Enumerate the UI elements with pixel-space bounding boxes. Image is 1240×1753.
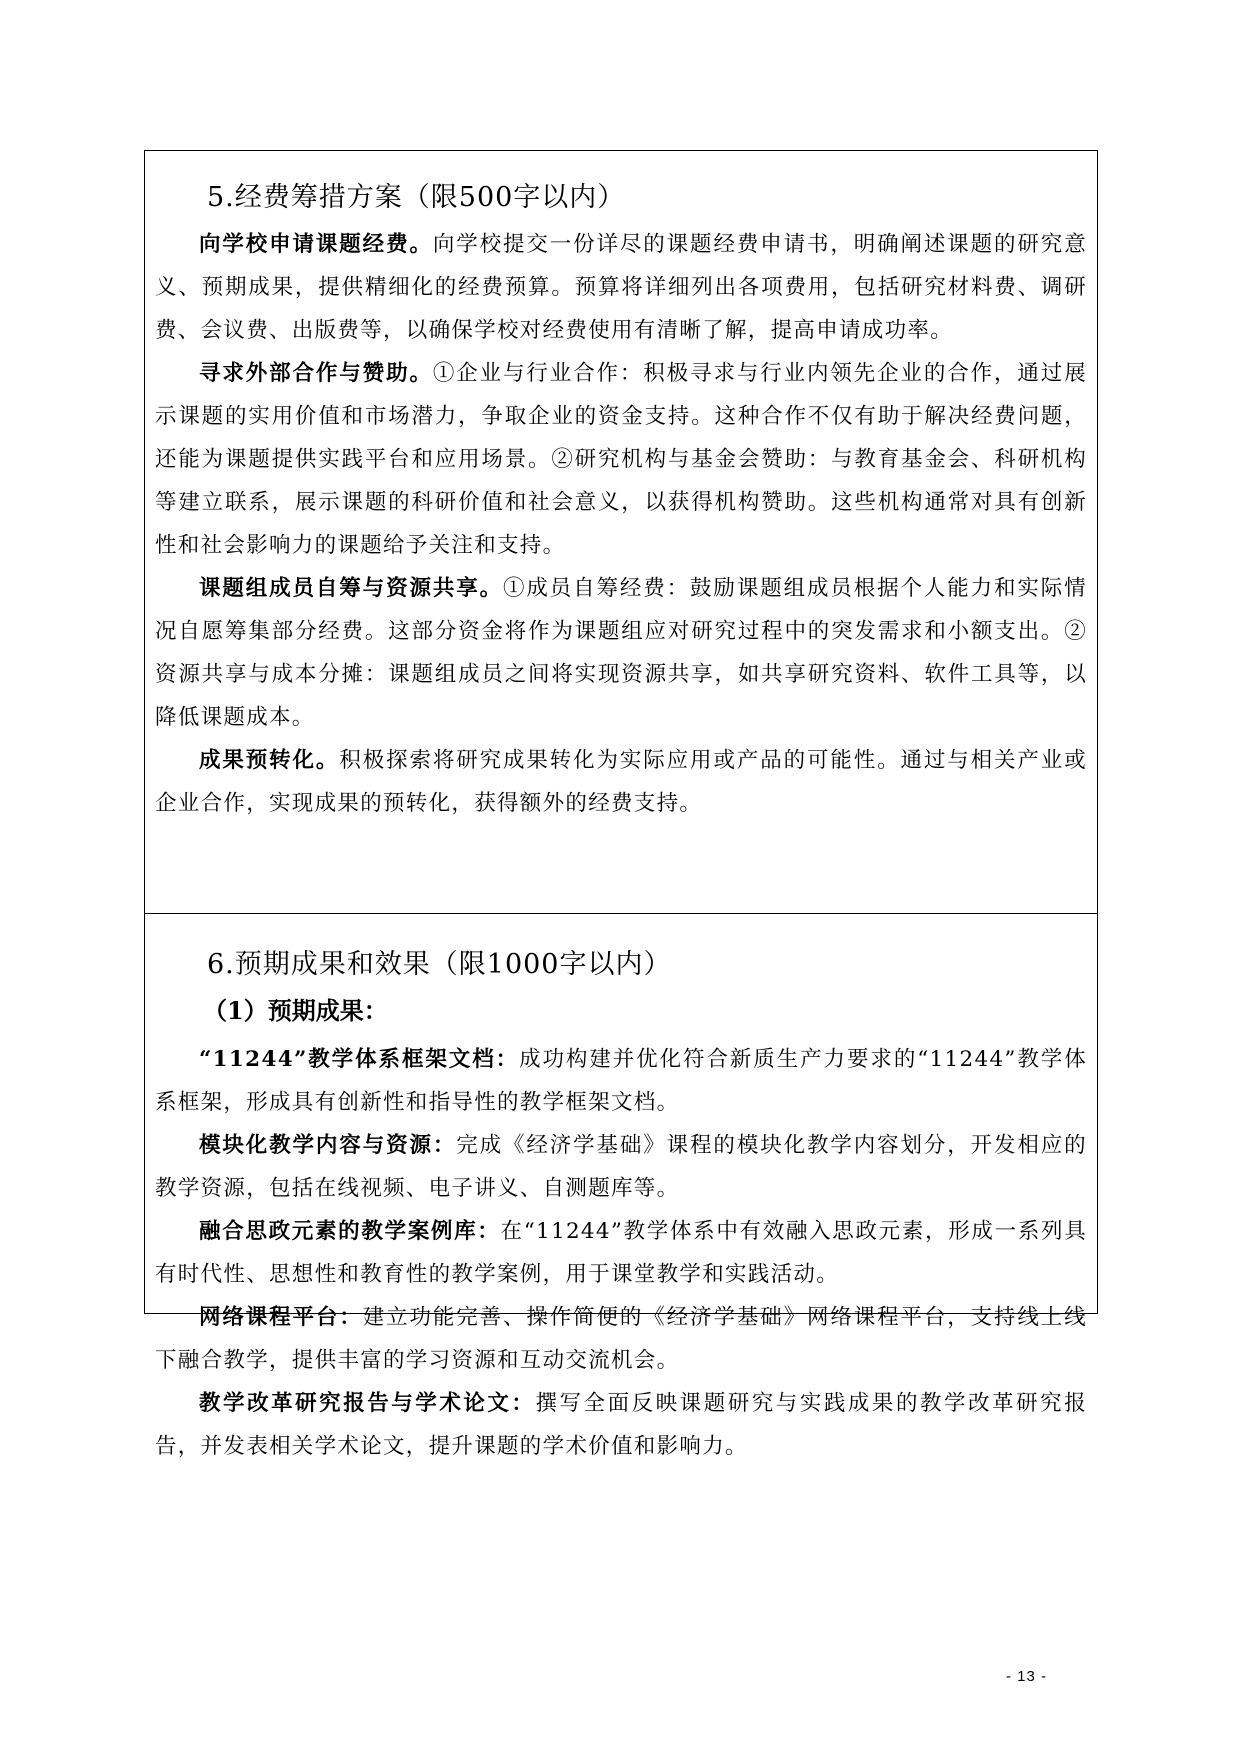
paragraph-lead: 融合思政元素的教学案例库：	[199, 1219, 501, 1244]
paragraph-body: 成功构建并优化符合新质生产力要求的“11244”教学体系框架，形成具有创新性和指导性的教学框架文档。	[155, 1047, 1087, 1115]
paragraph-lead: 课题组成员自筹与资源共享。	[199, 576, 503, 601]
paragraph-lead: 网络课程平台：	[199, 1305, 363, 1330]
paragraph-case-library	[155, 1210, 1087, 1296]
expected-outcomes-section	[145, 914, 1097, 1459]
paragraph-lead: 寻求外部合作与赞助。	[199, 361, 433, 386]
paragraph-research-report	[155, 1382, 1087, 1468]
funding-plan-title: 5.经费筹措方案（限500字以内）	[207, 182, 626, 213]
paragraph-lead: 成果预转化。	[199, 748, 340, 773]
paragraph-self-funding	[155, 567, 1087, 739]
paragraph-external-sponsorship	[155, 352, 1087, 567]
paragraph-body: 建立功能完善、操作简便的《经济学基础》网络课程平台，支持线上线下融合教学，提供丰富的学习资源和互动交流机会。	[155, 1305, 1087, 1373]
expected-outcomes-title: 6.预期成果和效果（限1000字以内）	[207, 949, 672, 980]
paragraph-body: 在“11244”教学体系中有效融入思政元素，形成一系列具有时代性、思想性和教育性的教学案例，用于课堂教学和实践活动。	[155, 1219, 1088, 1287]
paragraph-body: 完成《经济学基础》课程的模块化教学内容划分，开发相应的教学资源，包括在线视频、电子讲义、自测题库等。	[155, 1133, 1087, 1201]
page-number: - 13 -	[1006, 1668, 1048, 1685]
expected-results-subheading: （1）预期成果：	[203, 996, 388, 1025]
paragraph-body: ①企业与行业合作：积极寻求与行业内领先企业的合作，通过展示课题的实用价值和市场潜力，争取企业的资金支持。这种合作不仅有助于解决经费问题，还能为课题提供实践平台和应用场景。②研究机构与基金会赞助：与教育基金会、科研机构等建立联系，展示课题的科研价值和社会意义，以获得机构赞助。这些机构通常对具有创新性和社会影响力的课题给予关注和支持。	[155, 361, 1087, 558]
paragraph-body: 积极探索将研究成果转化为实际应用或产品的可能性。通过与相关产业或企业合作，实现成果的预转化，获得额外的经费支持。	[155, 748, 1087, 816]
paragraph-body: 撰写全面反映课题研究与实践成果的教学改革研究报告，并发表相关学术论文，提升课题的学术价值和影响力。	[155, 1391, 1087, 1459]
paragraph-online-platform	[155, 1296, 1087, 1382]
form-table	[144, 150, 1098, 1459]
paragraph-lead: 模块化教学内容与资源：	[199, 1133, 457, 1158]
paragraph-school-funding	[155, 223, 1087, 352]
paragraph-framework-document	[155, 1038, 1087, 1124]
paragraph-modular-content	[155, 1124, 1087, 1210]
paragraph-body: 向学校提交一份详尽的课题经费申请书，明确阐述课题的研究意义、预期成果，提供精细化的经费预算。预算将详细列出各项费用，包括研究材料费、调研费、会议费、出版费等，以确保学校对经费使用有清晰了解，提高申请成功率。	[155, 232, 1087, 343]
funding-plan-section	[145, 151, 1097, 914]
paragraph-lead: “11244”教学体系框架文档：	[199, 1047, 520, 1072]
paragraph-lead: 教学改革研究报告与学术论文：	[199, 1391, 536, 1416]
paragraph-body: ①成员自筹经费：鼓励课题组成员根据个人能力和实际情况自愿筹集部分经费。这部分资金将作为课题组应对研究过程中的突发需求和小额支出。②资源共享与成本分摊：课题组成员之间将实现资源共享，如共享研究资料、软件工具等，以降低课题成本。	[155, 576, 1087, 730]
paragraph-pre-transformation	[155, 739, 1087, 825]
paragraph-lead: 向学校申请课题经费。	[199, 232, 433, 257]
